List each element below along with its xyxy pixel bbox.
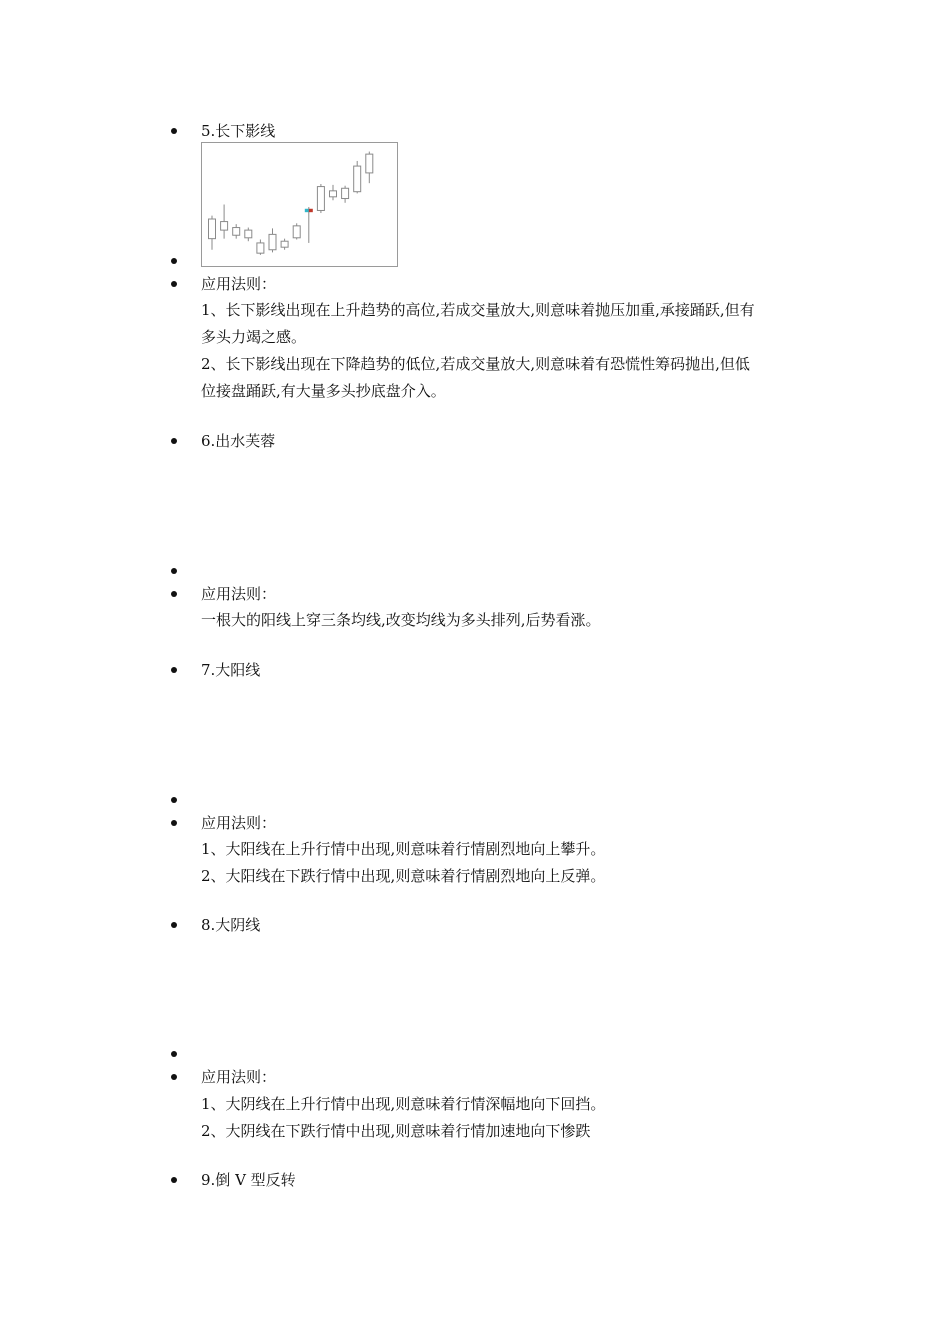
candle-body <box>354 166 361 192</box>
candle-body <box>330 191 337 197</box>
rule-line <box>0 608 950 632</box>
candle-body <box>245 230 252 238</box>
image-list-item <box>0 1042 950 1066</box>
rule-label-item <box>0 1065 950 1089</box>
rule-label: 应用法则： <box>201 275 277 293</box>
candle-body <box>233 228 240 236</box>
candle-body <box>366 154 373 173</box>
bullet <box>171 438 177 444</box>
bullet <box>171 258 177 264</box>
rule-label: 应用法则： <box>201 814 277 832</box>
bullet <box>171 1051 177 1057</box>
section-heading: 7.大阳线 <box>201 661 261 679</box>
rule-label: 应用法则： <box>201 1068 277 1086</box>
bullet <box>171 568 177 574</box>
candle-body <box>293 226 300 238</box>
image-list-item <box>0 788 950 812</box>
rule-label-item <box>0 811 950 835</box>
bullet <box>171 797 177 803</box>
candle-body <box>209 219 216 239</box>
section-9-heading-item <box>0 1168 950 1192</box>
rule-line <box>0 837 950 861</box>
rule-line <box>0 864 950 888</box>
rule-text: 2、长下影线出现在下降趋势的低位,若成交量放大,则意味着有恐慌性筹码抛出,但低 <box>201 355 750 373</box>
bullet <box>171 820 177 826</box>
rule-line <box>0 298 950 322</box>
bullet <box>171 1074 177 1080</box>
section-5-heading-item <box>0 119 950 143</box>
rule-label: 应用法则： <box>201 585 277 603</box>
bullet <box>171 591 177 597</box>
rule-text: 1、大阳线在上升行情中出现,则意味着行情剧烈地向上攀升。 <box>201 840 606 858</box>
section-heading: 8.大阴线 <box>201 916 261 934</box>
candle-body-highlight-left <box>305 209 309 212</box>
rule-text: 1、长下影线出现在上升趋势的高位,若成交量放大,则意味着抛压加重,承接踊跃,但有 <box>201 301 755 319</box>
candle-body <box>342 188 349 198</box>
bullet <box>171 281 177 287</box>
candlestick-chart <box>202 143 397 266</box>
bullet <box>171 128 177 134</box>
candle-body-highlight-right <box>309 209 313 212</box>
section-7-heading-item <box>0 658 950 682</box>
rule-text: 位接盘踊跃,有大量多头抄底盘介入。 <box>201 382 446 400</box>
rule-text: 1、大阴线在上升行情中出现,则意味着行情深幅地向下回挡。 <box>201 1095 606 1113</box>
rule-line <box>0 379 950 403</box>
section-8-heading-item <box>0 913 950 937</box>
candle-body <box>221 222 228 231</box>
candle-body <box>269 234 276 249</box>
bullet <box>171 667 177 673</box>
rule-text: 2、大阳线在下跌行情中出现,则意味着行情剧烈地向上反弹。 <box>201 867 606 885</box>
bullet <box>171 1177 177 1183</box>
rule-line <box>0 1092 950 1116</box>
rule-text: 2、大阴线在下跌行情中出现,则意味着行情加速地向下惨跌 <box>201 1122 591 1140</box>
rule-text: 一根大的阳线上穿三条均线,改变均线为多头排列,后势看涨。 <box>201 611 601 629</box>
section-heading: 9.倒 V 型反转 <box>201 1171 296 1189</box>
rule-line <box>0 352 950 376</box>
image-list-item <box>0 559 950 583</box>
candle-body <box>317 187 324 211</box>
rule-label-item <box>0 582 950 606</box>
section-6-heading-item <box>0 429 950 453</box>
image-list-item <box>0 249 950 273</box>
section-heading: 5.长下影线 <box>201 122 276 140</box>
bullet <box>171 922 177 928</box>
section-heading: 6.出水芙蓉 <box>201 432 276 450</box>
rule-line <box>0 1119 950 1143</box>
rule-line <box>0 325 950 349</box>
candle-body <box>281 241 288 247</box>
rule-label-item <box>0 272 950 296</box>
rule-text: 多头力竭之感。 <box>201 328 307 346</box>
